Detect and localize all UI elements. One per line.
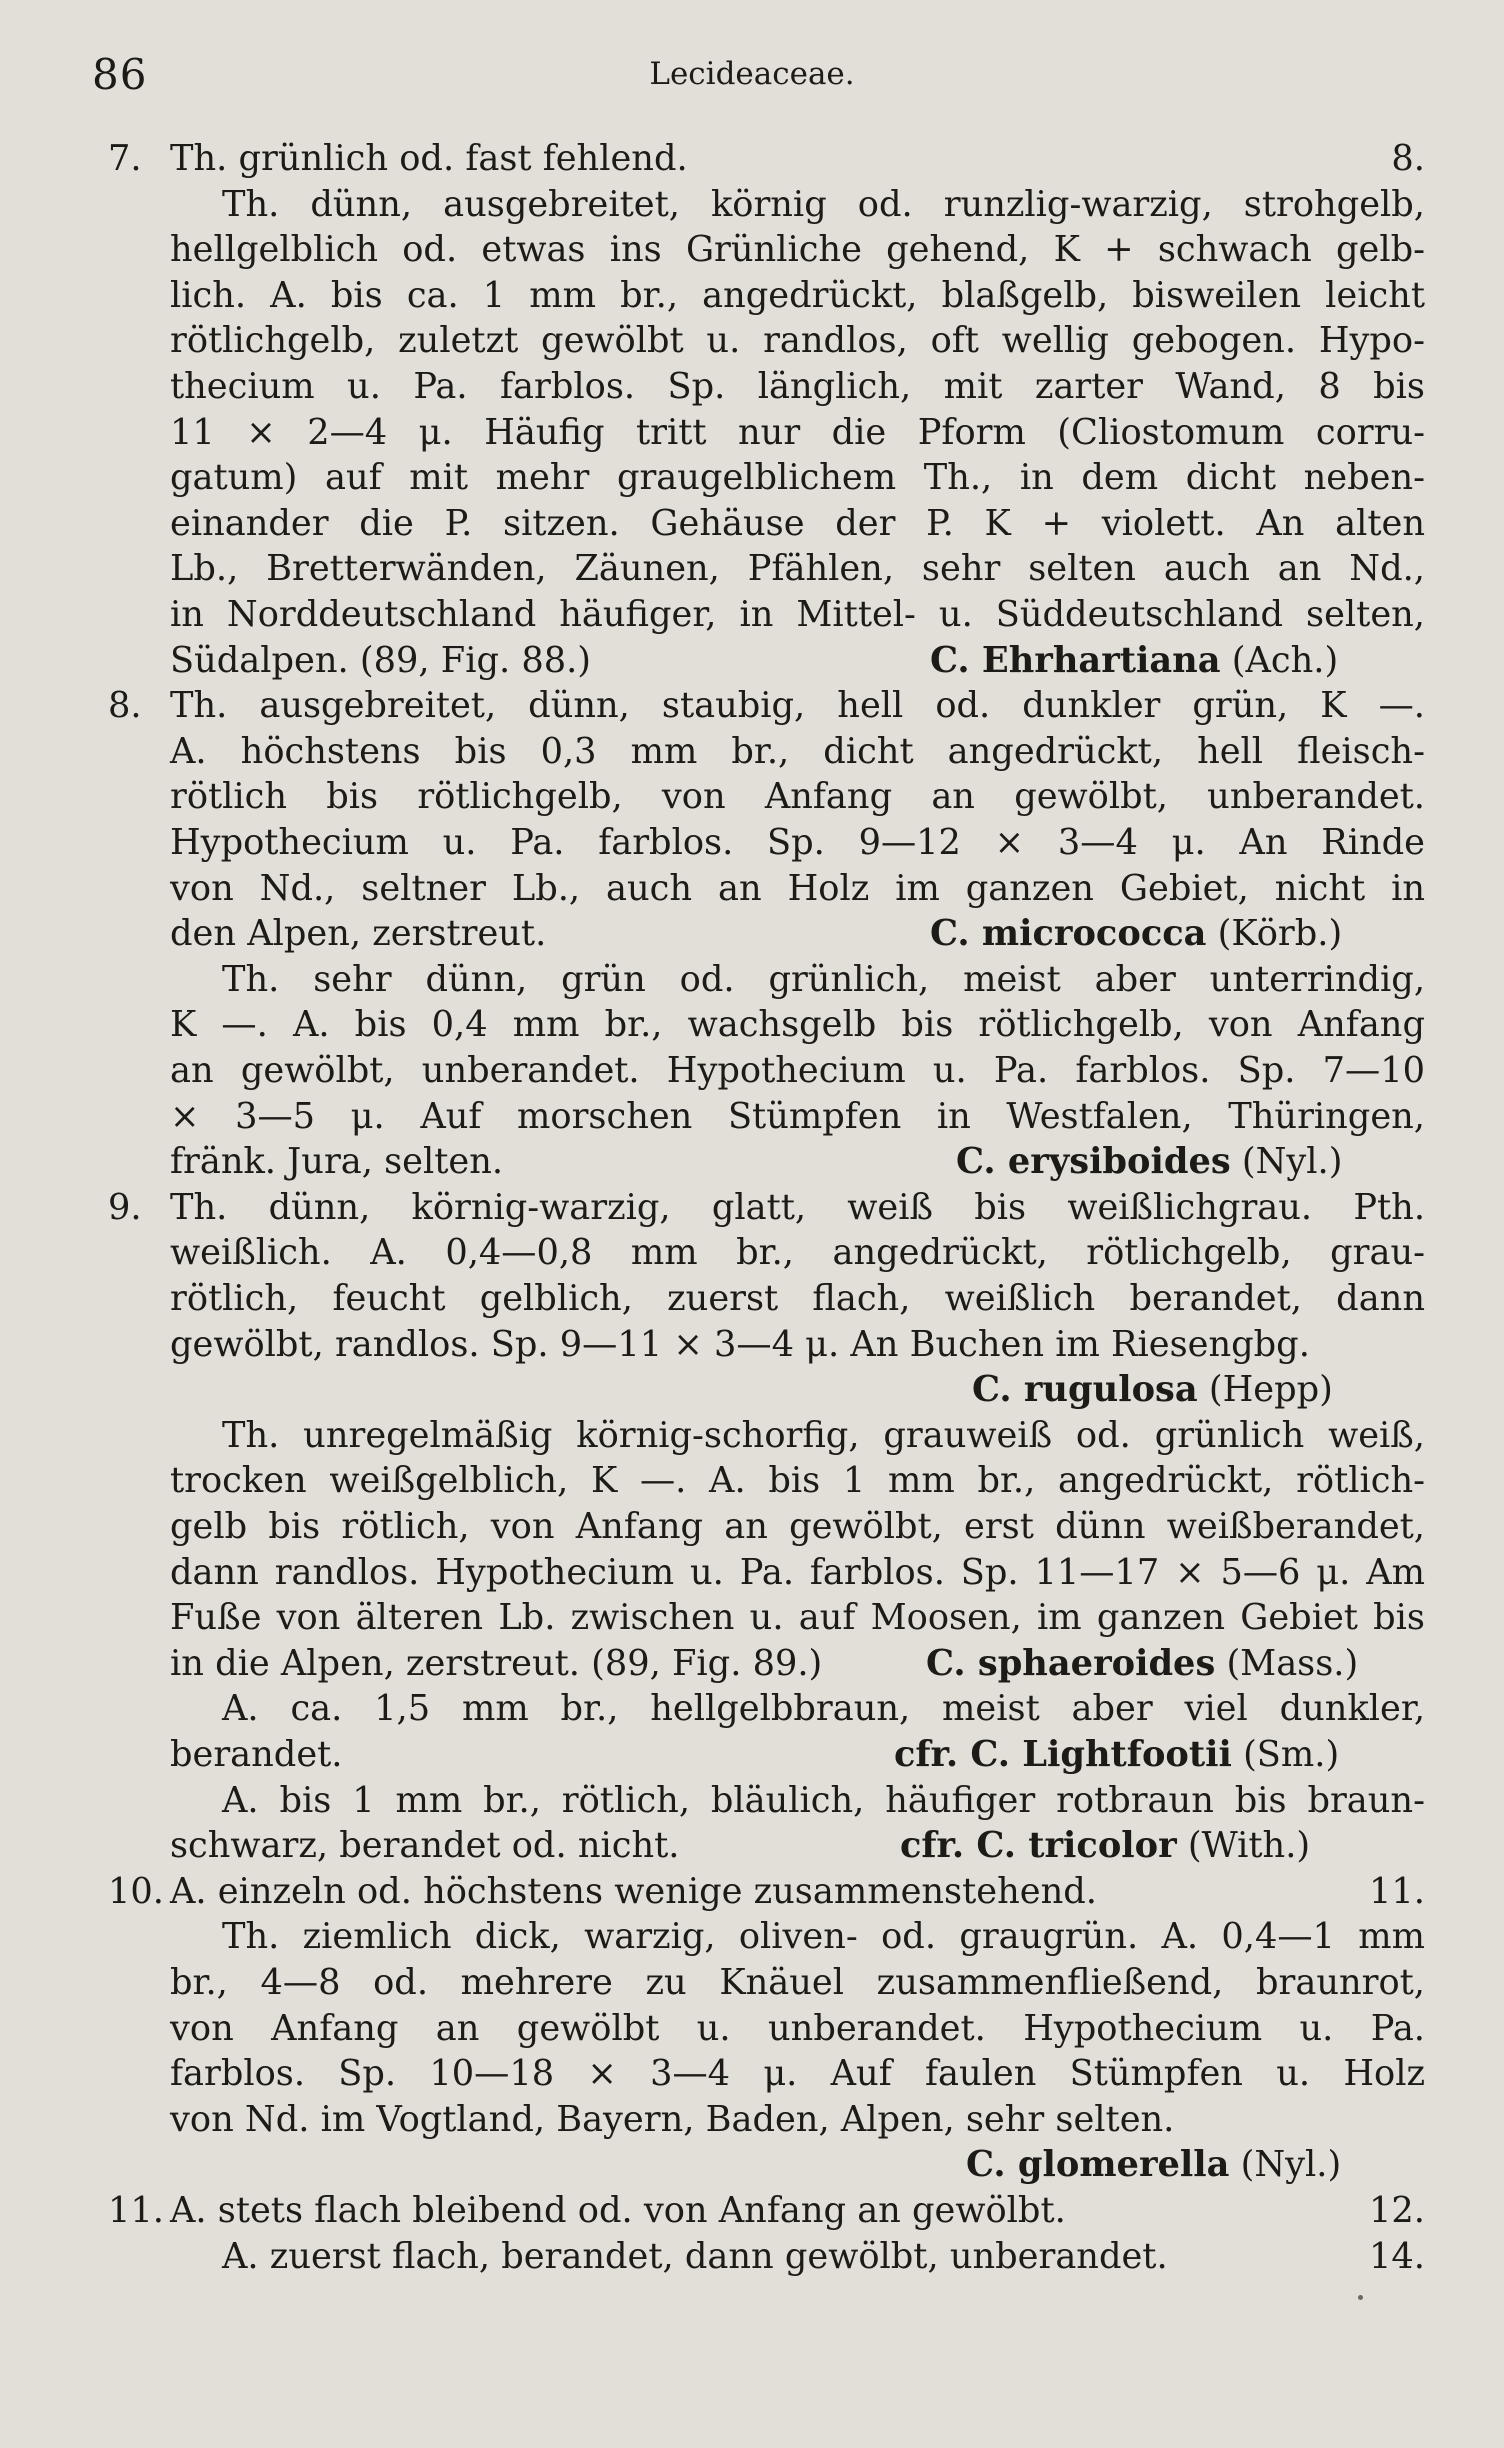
text-line [0,1595,1504,1641]
text-line [0,1641,1504,1687]
text-line [0,1732,1504,1778]
text-line [0,1048,1504,1094]
running-title: Lecideaceae. [649,56,855,92]
text-line [0,911,1504,957]
line-text: Th. ausgebreitet, dünn, staubig, hell od. dunkler grün, K —. [170,685,1425,727]
species-binomial: cfr. C. tricolor [900,1825,1177,1867]
lead-target: 8. [1391,138,1425,179]
species-author: (Ach.) [1231,639,1339,681]
speck [1358,2295,1363,2300]
text-line [0,364,1504,410]
text-line [0,1413,1504,1459]
line-text: weißlich. A. 0,4—0,8 mm br., angedrückt, rötlichgelb, grau- [170,1232,1425,1274]
page-number: 86 [92,50,148,99]
text-line [0,820,1504,866]
species-binomial: C. sphaeroides [926,1642,1216,1684]
line-text: Südalpen. (89, Fig. 88.) [170,639,592,681]
line-text: farblos. Sp. 10—18 × 3—4 μ. Auf faulen Stümpfen u. Holz [170,2053,1425,2095]
species-binomial: C. rugulosa [972,1369,1198,1411]
line-text: A. ca. 1,5 mm br., hellgelbbraun, meist aber viel dunkler, [222,1688,1425,1730]
text-line [0,136,1504,182]
text-line [0,866,1504,912]
species-name [926,1641,1358,1687]
line-text: Lb., Bretterwänden, Zäunen, Pfählen, sehr selten auch an Nd., [170,548,1425,590]
text-line [0,1778,1504,1824]
text-line [0,2006,1504,2052]
text-line [0,273,1504,319]
line-text: thecium u. Pa. farblos. Sp. länglich, mit zarter Wand, 8 bis [170,366,1425,407]
lead-target: 11. [1369,1870,1425,1912]
text-line [0,1869,1504,1915]
text-line [0,1823,1504,1869]
line-text: Th. sehr dünn, grün od. grünlich, meist aber unterrindig, [222,958,1425,1000]
line-text: K —. A. bis 0,4 mm br., wachsgelb bis rötlichgelb, von Anfang [170,1004,1425,1046]
text-line [0,227,1504,273]
page-header [0,50,1504,110]
text-line [0,638,1504,684]
line-text: Fuße von älteren Lb. zwischen u. auf Moosen, im ganzen Gebiet bis [170,1597,1425,1639]
line-text: rötlich, feucht gelblich, zuerst flach, weißlich berandet, dann [170,1278,1425,1319]
text-line [0,1686,1504,1732]
species-name [930,638,1338,684]
text-line [0,1139,1504,1185]
text-line [0,957,1504,1003]
species-name [956,1139,1342,1185]
line-text: von Nd., seltner Lb., auch an Holz im ganzen Gebiet, nicht in [170,867,1425,909]
species-name [930,911,1342,957]
text-line [0,2097,1504,2143]
line-text: Th. unregelmäßig körnig-schorfig, grauweiß od. grünlich weiß, [222,1414,1425,1456]
text-line [0,1002,1504,1048]
text-line [0,1458,1504,1504]
text-line [0,2234,1504,2280]
species-binomial: C. Ehrhartiana [930,639,1221,681]
line-text: gewölbt, randlos. Sp. 9—11 × 3—4 μ. An Buchen im Riesengbg. [170,1323,1310,1365]
species-author: (Nyl.) [1240,2144,1342,2186]
species-binomial: C. glomerella [966,2144,1230,2186]
line-text: A. einzeln od. höchstens wenige zusammenstehend. [170,1870,1097,1912]
species-binomial: C. micrococca [930,913,1207,955]
text-line [0,455,1504,501]
text-line [0,546,1504,592]
text-line [0,2188,1504,2234]
line-text: dann randlos. Hypothecium u. Pa. farblos. Sp. 11—17 × 5—6 μ. Am [170,1551,1425,1593]
line-text: Th. grünlich od. fast fehlend. [170,138,688,179]
text-line [0,410,1504,456]
key-number: 8. [108,685,142,727]
text-line [0,774,1504,820]
line-text: fränk. Jura, selten. [170,1141,504,1183]
text-line [0,592,1504,638]
text-line [0,1960,1504,2006]
line-text: den Alpen, zerstreut. [170,913,547,955]
lead-target: 12. [1369,2190,1425,2231]
text-line [0,318,1504,364]
line-text: × 3—5 μ. Auf morschen Stümpfen in Westfalen, Thüringen, [170,1095,1425,1137]
text-line [0,1367,1504,1413]
line-text: in Norddeutschland häufiger, in Mittel- u. Süddeutschland selten, [170,594,1425,635]
key-number: 11. [108,2190,164,2231]
text-line [0,1230,1504,1276]
line-text: Hypothecium u. Pa. farblos. Sp. 9—12 × 3—4 μ. An Rinde [170,822,1425,863]
line-text: A. stets flach bleibend od. von Anfang an gewölbt. [170,2190,1066,2231]
species-author: (Sm.) [1243,1734,1340,1775]
key-number: 7. [108,138,142,179]
line-text: berandet. [170,1734,343,1775]
line-text: trocken weißgelblich, K —. A. bis 1 mm br., angedrückt, rötlich- [170,1460,1425,1502]
line-text: Th. dünn, ausgebreitet, körnig od. runzlig-warzig, strohgelb, [222,183,1425,225]
line-text: gatum) auf mit mehr graugelblichem Th., in dem dicht neben- [170,457,1425,499]
species-author: (Körb.) [1217,913,1343,955]
species-name [966,2142,1341,2188]
species-binomial: C. erysiboides [956,1141,1231,1183]
text-line [0,2051,1504,2097]
line-text: von Nd. im Vogtland, Bayern, Baden, Alpen, sehr selten. [170,2098,1175,2140]
line-text: gelb bis rötlich, von Anfang an gewölbt, erst dünn weißberandet, [170,1506,1425,1547]
species-author: (With.) [1187,1825,1311,1867]
text-line [0,182,1504,228]
text-line [0,1550,1504,1596]
lead-target: 14. [1369,2235,1425,2277]
species-name [894,1732,1339,1778]
species-name [900,1823,1310,1869]
text-line [0,1322,1504,1368]
text-line [0,1185,1504,1231]
species-author: (Mass.) [1226,1642,1359,1684]
text-line [0,1504,1504,1550]
line-text: an gewölbt, unberandet. Hypothecium u. Pa. farblos. Sp. 7—10 [170,1050,1425,1091]
species-author: (Hepp) [1208,1369,1333,1411]
line-text: schwarz, berandet od. nicht. [170,1825,680,1867]
line-text: br., 4—8 od. mehrere zu Knäuel zusammenfließend, braunrot, [170,1962,1425,2003]
key-number: 9. [108,1186,142,1228]
line-text: einander die P. sitzen. Gehäuse der P. K + violett. An alten [170,502,1425,544]
species-binomial: cfr. C. Lightfootii [894,1734,1232,1775]
line-text: A. zuerst flach, berandet, dann gewölbt, unberandet. [222,2235,1168,2277]
text-line [0,2142,1504,2188]
line-text: rötlich bis rötlichgelb, von Anfang an gewölbt, unberandet. [170,776,1425,818]
key-number: 10. [108,1870,164,1912]
text-line [0,729,1504,775]
line-text: hellgelblich od. etwas ins Grünliche gehend, K + schwach gelb- [170,229,1425,271]
line-text: 11 × 2—4 μ. Häufig tritt nur die Pform (Cliostomum corru- [170,411,1425,453]
text-line [0,1094,1504,1140]
line-text: Th. dünn, körnig-warzig, glatt, weiß bis weißlichgrau. Pth. [170,1186,1425,1228]
line-text: lich. A. bis ca. 1 mm br., angedrückt, blaßgelb, bisweilen leicht [170,274,1425,316]
species-name [972,1367,1333,1413]
line-text: rötlichgelb, zuletzt gewölbt u. randlos, oft wellig gebogen. Hypo- [170,320,1425,362]
text-line [0,1914,1504,1960]
line-text: A. bis 1 mm br., rötlich, bläulich, häufiger rotbraun bis braun- [222,1779,1425,1821]
line-text: von Anfang an gewölbt u. unberandet. Hypothecium u. Pa. [170,2007,1425,2049]
line-text: in die Alpen, zerstreut. (89, Fig. 89.) [170,1642,823,1684]
line-text: Th. ziemlich dick, warzig, oliven- od. graugrün. A. 0,4—1 mm [222,1916,1425,1958]
text-line [0,501,1504,547]
line-text: A. höchstens bis 0,3 mm br., dicht angedrückt, hell fleisch- [170,730,1425,772]
species-author: (Nyl.) [1241,1141,1343,1183]
text-line [0,1276,1504,1322]
text-line [0,683,1504,729]
